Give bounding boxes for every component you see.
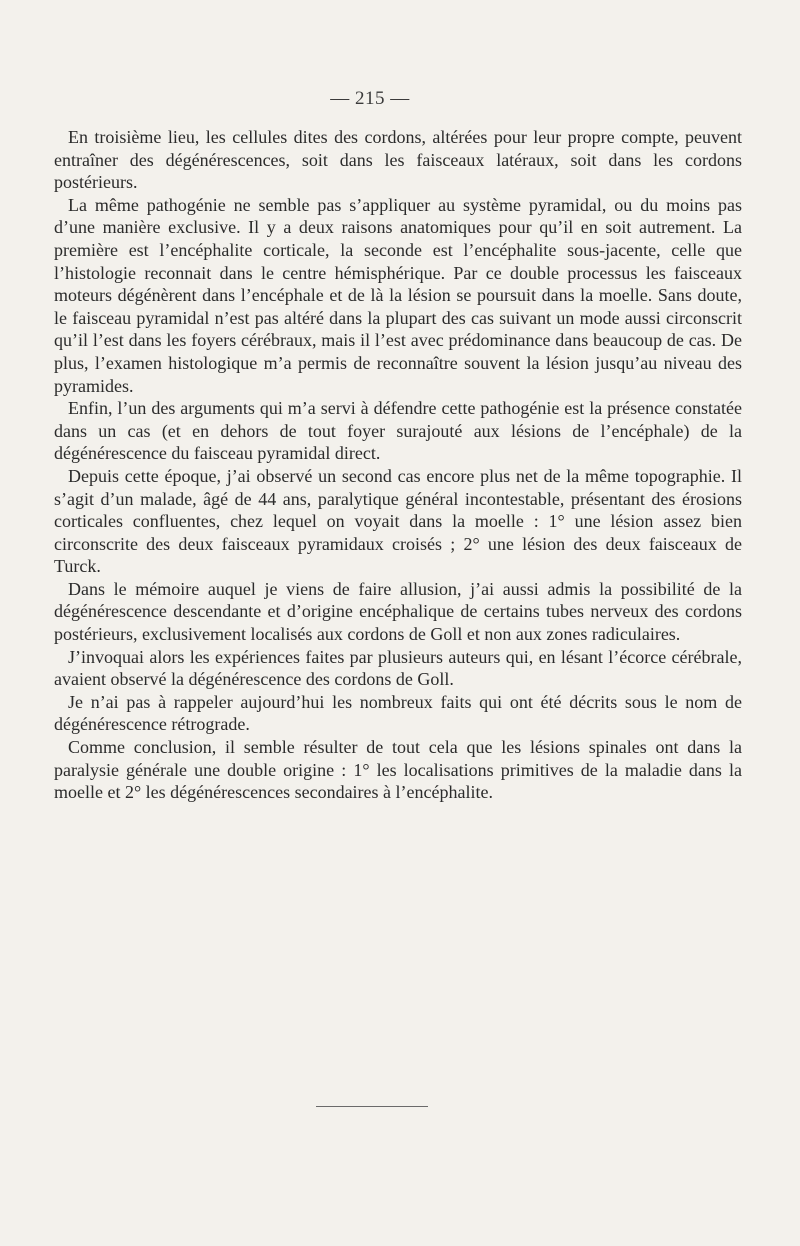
page-number: — 215 — [330,88,410,109]
paragraph: Enfin, l’un des arguments qui m’a servi à défendre cette pathogénie est la présence constatée dans un cas (et en dehors de tout foyer surajouté aux lésions de l’encéphale) de la dégénérescence du faisceau pyramidal direct. [54,398,742,464]
body-text [54,126,742,804]
paragraph: J’invoquai alors les expériences faites par plusieurs auteurs qui, en lésant l’écorce cérébrale, avaient observé la dégénérescence des cordons de Goll. [54,646,742,690]
paragraph: Dans le mémoire auquel je viens de faire allusion, j’ai aussi admis la possibilité de la dégénérescence descendante et d’origine encéphalique de certains tubes nerveux des cordons postérieurs, exclusivement localisés aux cordons de Goll et non aux zones radiculaires. [54,578,742,645]
paragraph: En troisième lieu, les cellules dites des cordons, altérées pour leur propre compte, peuvent entraîner des dégénérescences, soit dans les faisceaux latéraux, soit dans les cordons postérieurs. [54,127,742,193]
paragraph: La même pathogénie ne semble pas s’appliquer au système pyramidal, ou du moins pas d’une manière exclusive. Il y a deux raisons anatomiques pour qu’il en soit autrement. La première est l’encéphalite corticale, la seconde est l’encéphalite sous-jacente, celle que l’histologie reconnait dans le centre hémisphérique. Par ce double processus les faisceaux moteurs dégénèrent dans l’encéphale et de là la lésion se poursuit dans la moelle. Sans doute, le faisceau pyramidal n’est pas altéré dans la plupart des cas suivant un mode aussi circonscrit qu’il l’est dans les foyers cérébraux, mais il l’est avec prédominance dans beaucoup de cas. De plus, l’examen histologique m’a permis de reconnaître souvent la lésion jusqu’au niveau des pyramides. [54,194,742,396]
paragraph: Je n’ai pas à rappeler aujourd’hui les nombreux faits qui ont été décrits sous le nom de dégénérescence rétrograde. [54,691,742,735]
paragraph: Comme conclusion, il semble résulter de tout cela que les lésions spinales ont dans la paralysie générale une double origine : 1° les localisations primitives de la maladie dans la moelle et 2° les dégénérescences secondaires à l’encéphalite. [54,737,742,803]
end-rule-divider [316,1106,428,1107]
paragraph: Depuis cette époque, j’ai observé un second cas encore plus net de la même topographie. Il s’agit d’un malade, âgé de 44 ans, paralytique général incontestable, présentant des érosions corticales confluentes, chez lequel on voyait dans la moelle : 1° une lésion assez bien circonscrite des deux faisceaux pyramidaux croisés ; 2° une lésion des deux faisceaux de Turck. [54,465,742,577]
